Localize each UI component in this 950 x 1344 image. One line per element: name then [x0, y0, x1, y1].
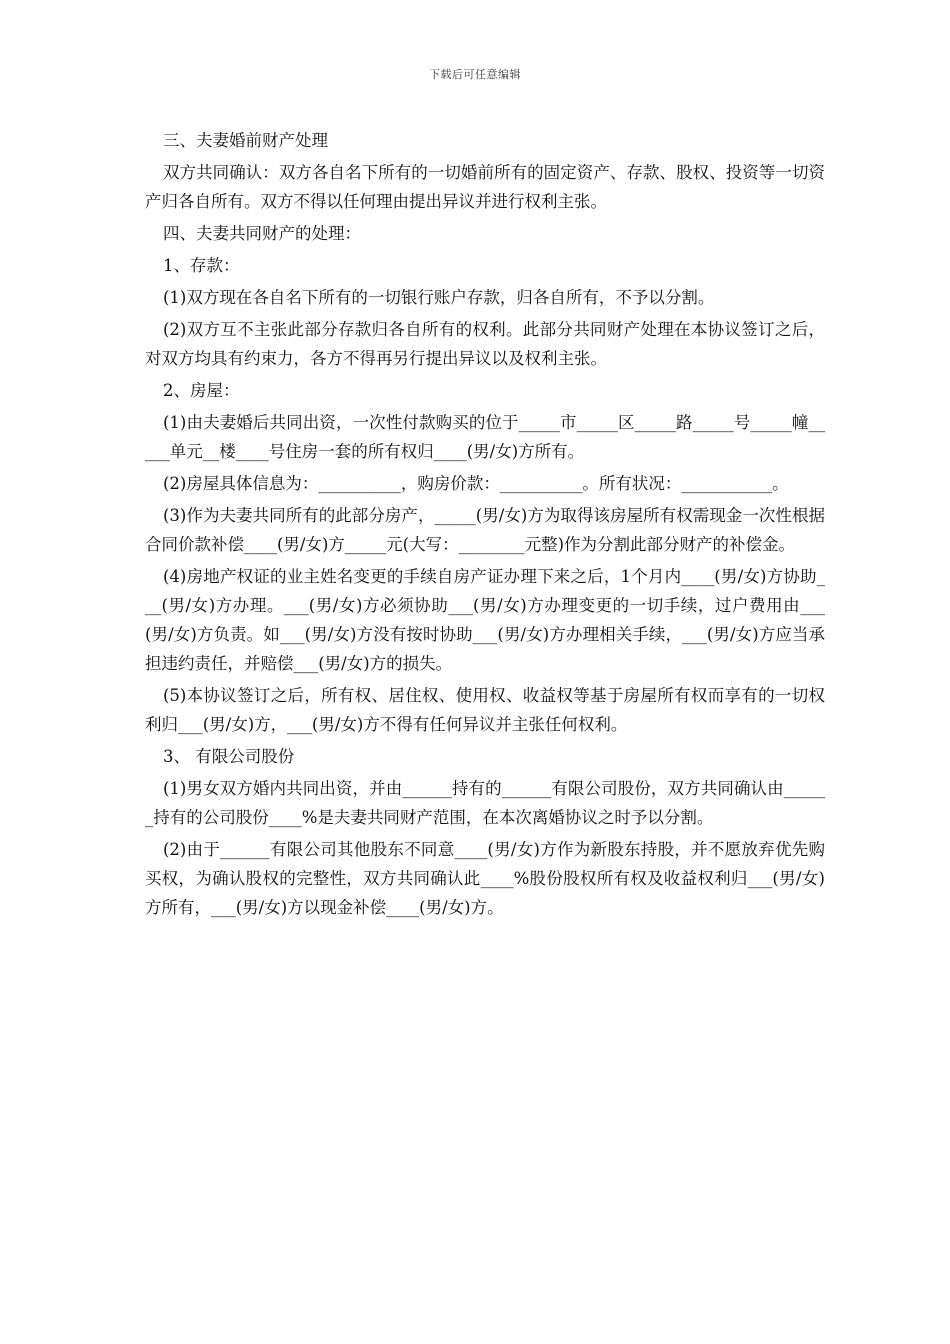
section-heading-joint-property: 四、夫妻共同财产的处理： [163, 224, 361, 243]
subheading-house: 2、房屋： [163, 381, 240, 400]
paragraph: (5)本协议签订之后，所有权、居住权、使用权、收益权等基于房屋所有权而享有的一切权利归___(男/女)方，___(男/女)方不得有任何异议并主张任何权利。 [145, 686, 825, 734]
paragraph: (1)由夫妻婚后共同出资，一次性付款购买的位于_____市_____区_____路_____号_____幢_____单元__楼____号住房一套的所有权归____(男/女)方所有。 [145, 413, 825, 461]
paragraph: (1)双方现在各自名下所有的一切银行账户存款，归各自所有，不予以分割。 [163, 288, 715, 307]
paragraph: (1)男女双方婚内共同出资，并由______持有的______有限公司股份，双方共同确认由______持有的公司股份____%是夫妻共同财产范围，在本次离婚协议之时予以分割。 [145, 779, 825, 827]
document-body [145, 126, 825, 925]
paragraph: (4)房地产权证的业主姓名变更的手续自房产证办理下来之后，1个月内____(男/女)方协助___(男/女)方办理。___(男/女)方必须协助___(男/女)方办理变更的一切手续，过户费用由___(男/女)方负责。如___(男/女)方没有按时协助___(男/女)方办理相关手续，___(男/女)方应当承担违约责任，并赔偿___(男/女)方的损失。 [145, 567, 825, 673]
subheading-deposits: 1、存款： [163, 256, 240, 275]
section-heading-premarital: 三、夫妻婚前财产处理 [163, 131, 328, 150]
paragraph: 双方共同确认：双方各自名下所有的一切婚前所有的固定资产、存款、股权、投资等一切资产归各自所有。双方不得以任何理由提出异议并进行权利主张。 [145, 163, 825, 211]
paragraph: (2)房屋具体信息为：__________，购房价款：__________。所有状况：___________。 [163, 474, 789, 493]
paragraph: (3)作为夫妻共同所有的此部分房产，_____(男/女)方为取得该房屋所有权需现金一次性根据合同价款补偿____(男/女)方_____元(大写：________元整)作为分割此部分财产的补偿金。 [145, 506, 825, 554]
paragraph: (2)由于______有限公司其他股东不同意____(男/女)方作为新股东持股，并不愿放弃优先购买权，为确认股权的完整性，双方共同确认此____%股份股权所有权及收益权利归___(男/女)方所有，___(男/女)方以现金补偿____(男/女)方。 [145, 840, 825, 917]
page-header: 下载后可任意编辑 [429, 68, 521, 81]
paragraph: (2)双方互不主张此部分存款归各自所有的权利。此部分共同财产处理在本协议签订之后，对双方均具有约束力，各方不得再另行提出异议以及权利主张。 [145, 320, 825, 368]
subheading-company-shares: 3、 有限公司股份 [163, 747, 295, 766]
